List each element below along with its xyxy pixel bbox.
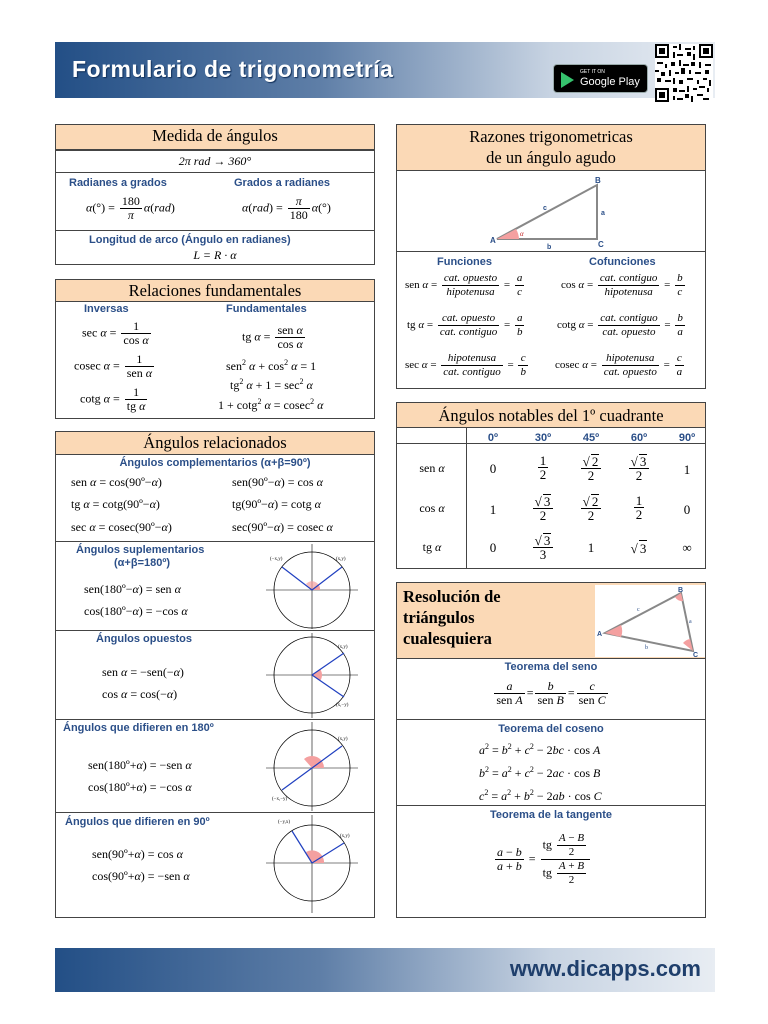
notables-title: Ángulos notables del 1º cuadrante [397,403,705,428]
medida-title: Medida de ángulos [56,125,374,150]
svg-text:(x,y): (x,y) [340,834,350,839]
opuestos-label: Ángulos opuestos [96,633,192,645]
conversion-eq: 2π rad → 360° [178,154,252,168]
svg-text:A: A [490,236,496,245]
difieren-180-diagram [264,720,360,812]
cos-90: 0 [683,502,691,517]
longitud-arco-label: Longitud de arco (Ángulo en radianes) [89,234,291,246]
svg-text:(−x,−y): (−x,−y) [272,797,288,802]
col-30: 30º [534,432,552,444]
svg-text:b: b [547,244,552,251]
cos-razon: cos α = cat. contiguo hipotenusa = $\frac{b}{c}$ [561,272,683,298]
svg-text:(x,y): (x,y) [336,557,346,562]
play-store-icon [561,72,574,88]
medida-angulos-box [55,124,375,265]
tg-45: 1 [587,540,595,555]
col-0: 0º [487,432,499,444]
sec-razon: sec α = hipotenusa cat. contiguo = $\frac{c}{b}$ [405,352,526,378]
tg-60: √ 3 [630,541,647,556]
opuestos-diagram [264,631,360,719]
compl-sen2: sen(90º−α) = cos α [232,475,323,489]
notables-box [396,402,706,569]
coseno-b: $b^2 = a^2 + c^2 - 2ac \cdot \cos B$ [479,765,601,780]
sen-0: 0 [489,461,497,476]
complementarios-label: Ángulos complementarios (α+β=90º) [119,457,311,469]
relacionados-box [55,431,375,918]
suplementarios-label: Ángulos suplementarios [76,544,205,556]
google-play-badge[interactable] [553,64,648,93]
tg-30: $\frac{√ 3}{3}$ [519,533,567,561]
compl-sec: sec α = cosec(90º−α) [71,520,172,534]
difieren-90-diagram [264,813,360,917]
suplementarios-diagram [264,542,360,630]
row-cos: cos α [419,501,445,515]
svg-text:α: α [520,230,524,238]
d90-cos: cos(90º+α) = −sen α [92,869,190,883]
razones-title-2: de un ángulo agudo [486,148,616,167]
suplementarios-label2: (α+β=180º) [114,557,171,569]
relaciones-box [55,279,375,419]
razones-title [397,125,705,171]
cos-60: $\frac{1}{2}$ [635,493,643,522]
rad-a-grados-label: Radianes a grados [69,177,167,189]
relaciones-title: Relaciones fundamentales [56,280,374,302]
resolucion-title-3: cualesquiera [403,629,492,648]
svg-text:a: a [689,619,692,625]
cosec-inversa: cosec α = 1 sen α [74,352,153,380]
cos-45: $\frac{√ 2}{2}$ [567,494,615,522]
teorema-seno-formula: a sen A = b sen B = c sen C [496,679,606,707]
page-title: Formulario de trigonometría [72,56,394,82]
gplay-line2: Google Play [580,76,640,88]
tg-razon: tg α = cat. opuesto cat. contiguo = $\frac{a}{b}$ [407,312,523,338]
website-link[interactable]: www.dicapps.com [509,956,701,981]
tg-90: ∞ [682,540,692,555]
supl-cos: cos(180º−α) = −cos α [84,604,188,618]
grados-a-rad-label: Grados a radianes [234,177,330,189]
cos-0: 1 [489,502,497,517]
difieren-90-label: Ángulos que difieren en 90º [65,816,210,828]
rad-to-deg-formula: α(°) = $\frac{180}{\pi}$ α(rad) [86,194,175,222]
pitagoras-fundamental: sen$^2$ $\alpha + \cos^2 \alpha = 1$ [226,358,317,373]
compl-sec2: sec(90º−α) = cosec α [232,520,333,534]
row-sen: sen α [419,461,445,475]
razones-title-1: Razones trigonometricas [469,127,633,146]
cofunciones-label: Cofunciones [589,256,656,268]
gplay-line1: GET IT ON [580,69,605,75]
deg-to-rad-formula: α(rad) = $\frac{\pi}{180}$ α(°) [242,194,331,222]
svg-text:B: B [595,176,601,185]
svg-text:(−x,y): (−x,y) [270,557,283,562]
opu-sen: sen α = −sen(−α) [102,665,184,679]
inversas-label: Inversas [84,303,129,315]
resolucion-title-2: triángulos [403,608,475,627]
svg-text:B: B [678,587,684,594]
cos-30: $\frac{√ 3}{2}$ [519,494,567,522]
compl-sen: sen α = cos(90º−α) [71,475,162,489]
funciones-label: Funciones [437,256,493,268]
cotg-cosec-fundamental: 1 + cotg$^2$ α = cosec$^2$ α [218,397,324,412]
sen-90: 1 [683,462,691,477]
sen-razon: sen α = cat. opuesto hipotenusa = $\frac{a}{c}$ [405,272,523,298]
cotg-razon: cotg α = cat. contiguo cat. opuesto = $\frac{b}{a}$ [557,312,683,338]
right-triangle-diagram [477,173,627,251]
compl-tg: tg α = cotg(90º−α) [71,497,160,511]
sen-45: $\frac{√ 2}{2}$ [567,454,615,482]
svg-text:a: a [601,210,605,217]
coseno-c: $c^2 = a^2 + b^2 - 2ab \cdot \cos C$ [479,788,602,803]
teorema-seno-label: Teorema del seno [504,661,598,673]
col-60: 60º [630,432,648,444]
svg-text:b: b [645,645,648,651]
d180-cos: cos(180º+α) = −cos α [88,780,192,794]
tg-0: 0 [489,540,497,555]
qr-code-icon [655,44,713,102]
razones-box [396,124,706,389]
footer-banner [55,948,715,992]
sen-60: $\frac{√ 3}{2}$ [615,454,663,482]
resolucion-header [397,583,705,659]
row-tg: tg α [422,540,442,554]
longitud-arco-formula: L = R · α [193,248,237,262]
sen-30: $\frac{1}{2}$ [539,453,547,482]
sec-inversa: sec α = $\frac{1}{\text{cos α}}$ [82,319,149,347]
svg-text:(x,y): (x,y) [338,645,348,650]
teorema-coseno-label: Teorema del coseno [498,723,604,735]
fundamentales-label: Fundamentales [226,303,307,315]
svg-text:C: C [598,240,604,249]
supl-sen: sen(180º−α) = sen α [84,582,181,596]
compl-tg2: tg(90º−α) = cotg α [232,497,321,511]
d90-sen: sen(90º+α) = cos α [92,847,183,861]
col-90: 90º [678,432,696,444]
relacionados-title: Ángulos relacionados [56,432,374,455]
oblique-triangle-diagram [595,585,705,657]
opu-cos: cos α = cos(−α) [102,687,178,701]
cosec-razon: cosec α = hipotenusa cat. opuesto = $\frac{c}{a}$ [555,352,683,378]
svg-text:(x,−y): (x,−y) [336,703,349,708]
qr-code[interactable] [655,44,713,102]
cotg-inversa: cotg α = $\frac{1}{\text{tg α}}$ [80,385,146,413]
svg-text:C: C [693,652,699,657]
teorema-tangente-formula: $\frac{a - b}{a + b}$ = tg $\frac{A - B}{2}$ tg $\frac{A + B}{2}$ [493,832,592,887]
col-45: 45º [582,432,600,444]
svg-text:(−y,x): (−y,x) [278,820,291,825]
resolucion-title-1: Resolución de [403,587,501,606]
resolucion-box [396,582,706,918]
svg-text:A: A [597,631,603,638]
teorema-tangente-label: Teorema de la tangente [489,809,613,821]
tg-sec-fundamental: $tg^2$ $\alpha + 1 = \sec^2 \alpha$ [230,377,313,392]
difieren-180-label: Ángulos que difieren en 180º [63,722,214,734]
header-banner [55,42,715,98]
tg-fundamental: tg α = sen α cos α [242,323,303,351]
svg-text:c: c [637,607,640,613]
svg-text:c: c [543,205,547,212]
svg-text:(x,y): (x,y) [338,737,348,742]
d180-sen: sen(180º+α) = −sen α [88,758,192,772]
coseno-a: $a^2 = b^2 + c^2 - 2bc \cdot \cos A$ [479,742,601,757]
